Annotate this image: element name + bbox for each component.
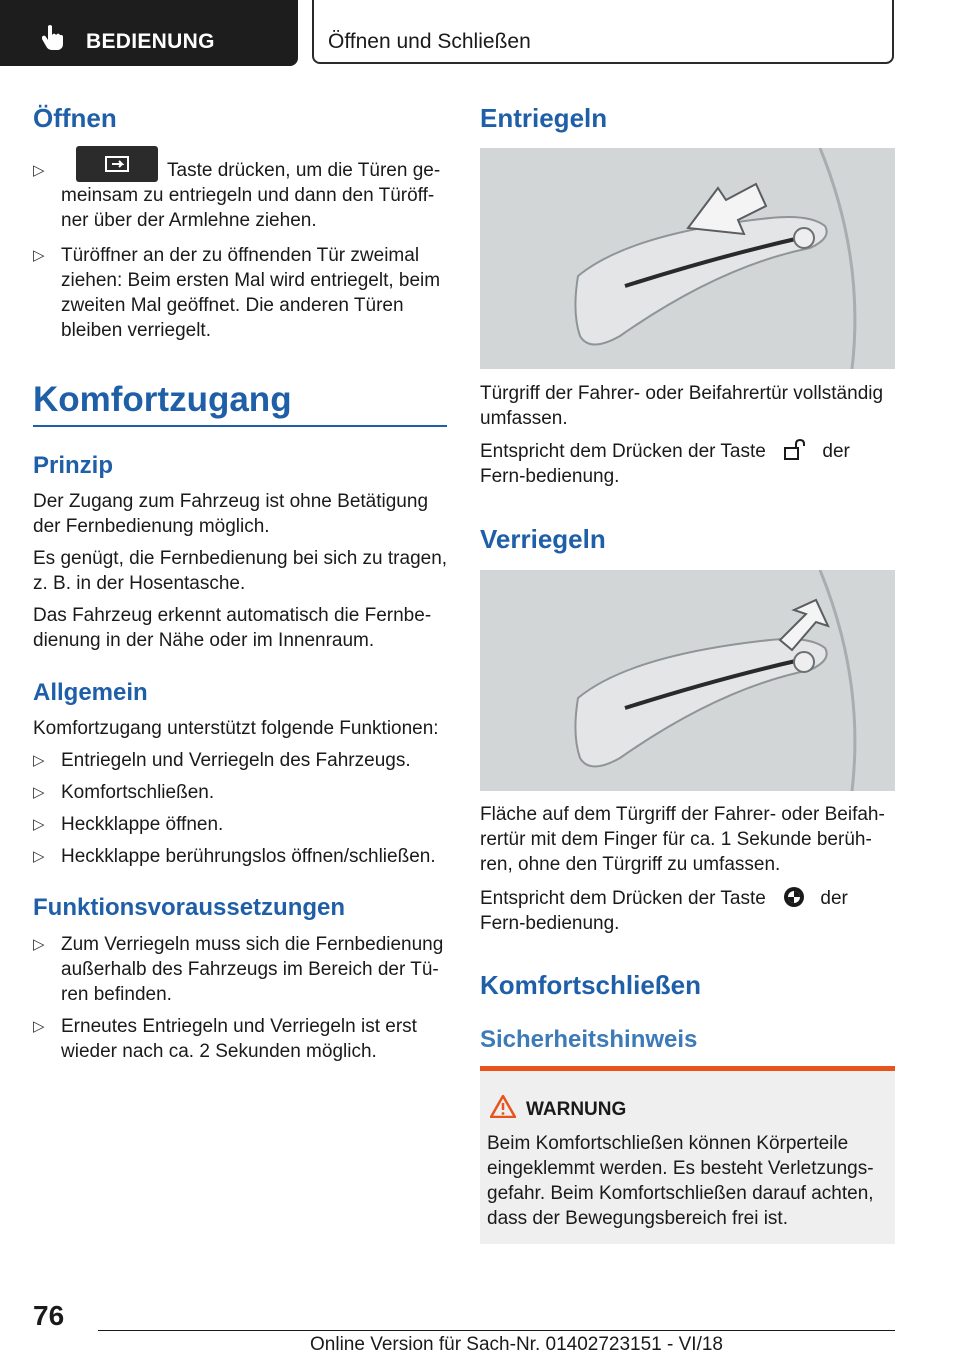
paragraph: Es genügt, die Fernbedienung bei sich zu tragen, z. B. in der Hosentasche.	[33, 548, 448, 594]
paragraph: Der Zugang zum Fahrzeug ist ohne Betätigung der Fernbedienung möglich.	[33, 491, 429, 537]
triangle-bullet-icon: ▷	[33, 936, 45, 953]
heading-funktionsvoraussetzungen: Funktionsvoraussetzungen	[33, 894, 346, 921]
heading-komfortzugang: Komfortzugang	[33, 380, 292, 419]
heading-rule	[33, 425, 447, 427]
paragraph-text: der Fern-bedienung.	[480, 441, 850, 487]
triangle-bullet-icon: ▷	[33, 816, 45, 833]
heading-verriegeln: Verriegeln	[480, 524, 606, 554]
warning-box	[480, 1066, 895, 1244]
paragraph-text: Entspricht dem Drücken der Taste	[480, 888, 766, 909]
page-number: 76	[33, 1300, 65, 1331]
triangle-bullet-icon: ▷	[33, 162, 45, 179]
paragraph: Türgriff der Fahrer- oder Beifahrertür vollständig umfassen.	[480, 383, 884, 429]
heading-allgemein: Allgemein	[33, 679, 148, 706]
chapter-title: Öffnen und Schließen	[328, 30, 531, 53]
triangle-bullet-icon: ▷	[33, 784, 45, 801]
chapter-header	[312, 0, 894, 64]
list-item-text: Entriegeln und Verriegeln des Fahrzeugs.	[61, 750, 411, 771]
paragraph-text: der Fern-bedienung.	[480, 888, 848, 934]
door-handle-photo-lock	[480, 570, 895, 791]
section-label: BEDIENUNG	[86, 30, 215, 53]
warning-triangle-icon	[490, 1095, 516, 1118]
paragraph	[480, 886, 896, 936]
heading-komfortschliessen: Komfortschließen	[480, 970, 702, 1000]
warning-text: Beim Komfortschließen können Körperteile eingeklemmt werden. Es besteht Verletzungs-gefahr. Beim Komfortschließen darauf achten, dass der Bewegungsbereich frei ist.	[487, 1133, 874, 1229]
online-version-note: Online Version für Sach-Nr. 01402723151 - VI/18	[310, 1334, 723, 1355]
triangle-bullet-icon: ▷	[33, 1018, 45, 1035]
section-tab[interactable]	[0, 0, 298, 66]
warning-label: WARNUNG	[526, 1099, 627, 1120]
unlock-icon	[783, 439, 807, 461]
bmw-logo-icon	[783, 886, 805, 908]
paragraph-text: Entspricht dem Drücken der Taste	[480, 441, 766, 462]
triangle-bullet-icon: ▷	[33, 247, 45, 264]
heading-entriegeln: Entriegeln	[480, 103, 608, 133]
footer-rule	[98, 1330, 895, 1331]
list-item-text: Türöffner an der zu öffnenden Tür zweimal ziehen: Beim ersten Mal wird entriegelt, beim zweiten Mal geöffnet. Die anderen Türen bleiben verriegelt.	[61, 245, 441, 341]
triangle-bullet-icon: ▷	[33, 848, 45, 865]
door-handle-photo-unlock	[480, 148, 895, 369]
list-item-text: Heckklappe öffnen.	[61, 814, 224, 835]
paragraph: Das Fahrzeug erkennt automatisch die Fernbe-dienung in der Nähe oder im Innenraum.	[33, 605, 432, 651]
heading-sicherheitshinweis: Sicherheitshinweis	[480, 1026, 698, 1053]
list-item-text: Taste drücken, um die Türen ge-meinsam zu entriegeln und dann den Türöff-ner über der Armlehne ziehen.	[61, 160, 441, 231]
paragraph	[480, 439, 896, 489]
paragraph: Fläche auf dem Türgriff der Fahrer- oder Beifah-rertür mit dem Finger für ca. 1 Sekunde berüh-ren, ohne den Türgriff zu umfassen.	[480, 804, 885, 875]
list-item-text: Zum Verriegeln muss sich die Fernbedienung außerhalb des Fahrzeugs im Bereich der Tü-ren befinden.	[61, 934, 444, 1005]
paragraph: Komfortzugang unterstützt folgende Funktionen:	[33, 718, 439, 739]
list-item-text: Heckklappe berührungslos öffnen/schließen.	[61, 846, 436, 867]
heading-oeffnen: Öffnen	[33, 103, 117, 133]
heading-prinzip: Prinzip	[33, 452, 114, 479]
triangle-bullet-icon: ▷	[33, 752, 45, 769]
list-item-text: Erneutes Entriegeln und Verriegeln ist erst wieder nach ca. 2 Sekunden möglich.	[61, 1016, 417, 1062]
hand-pointer-icon	[42, 24, 64, 50]
list-item-text: Komfortschließen.	[61, 782, 215, 803]
